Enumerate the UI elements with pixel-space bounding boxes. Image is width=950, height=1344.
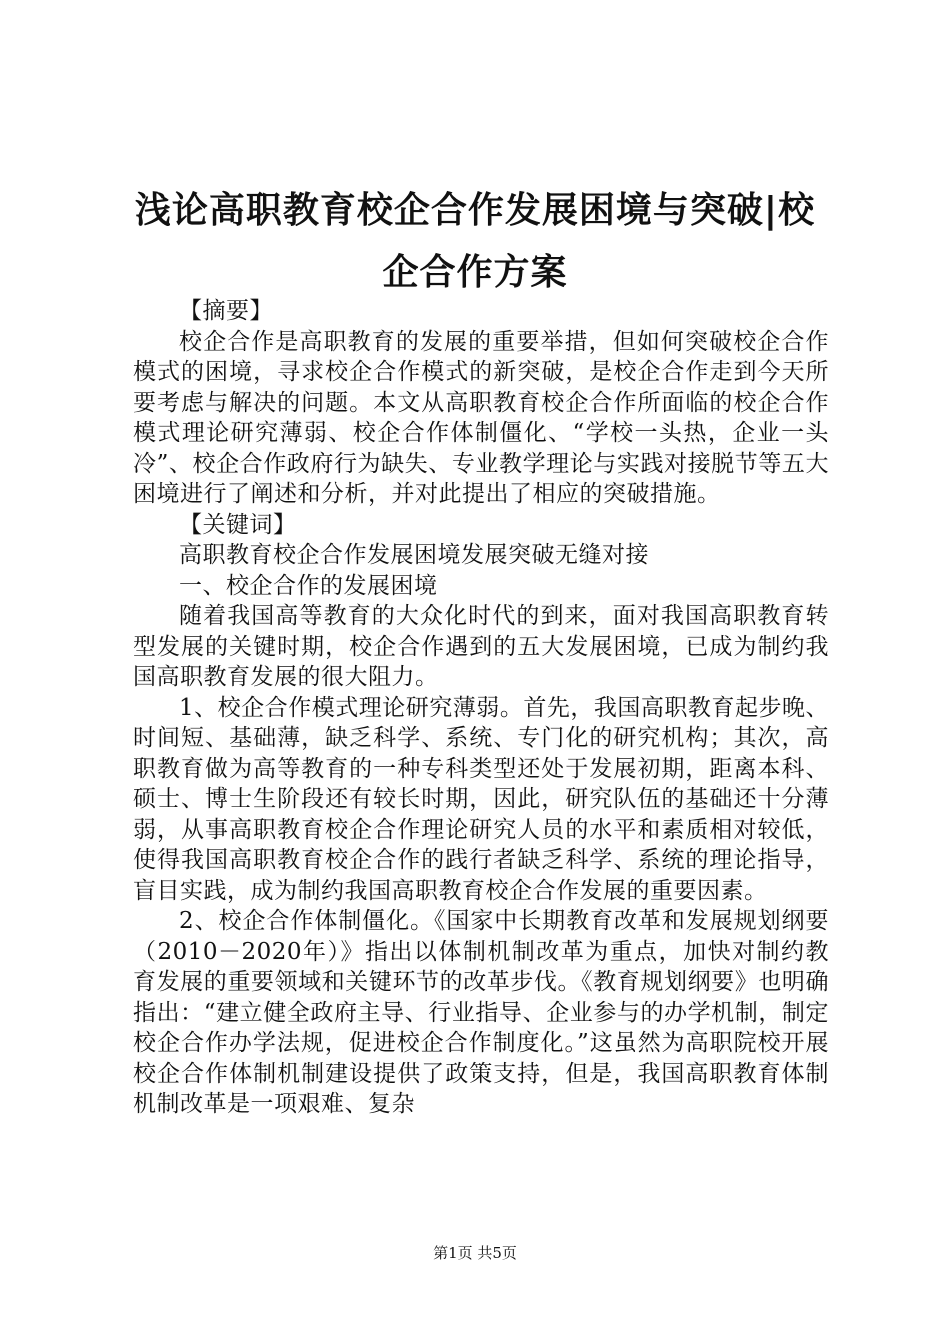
keywords-paragraph: 高职教育校企合作发展困境发展突破无缝对接	[179, 542, 649, 568]
abstract-paragraph: 校企合作是高职教育的发展的重要举措，但如何突破校企合作模式的困境，寻求校企合作模式的新突破，是校企合作走到今天所要考虑与解决的问题。本文从高职教育校企合作所面临的校企合作模式理论研究薄弱、校企合作体制僵化、“学校一头热，企业一头冷”、校企合作政府行为缺失、专业教学理论与实践对接脱节等五大困境进行了阐述和分析，并对此提出了相应的突破措施。	[133, 328, 829, 507]
body-paragraph: 2、校企合作体制僵化。《国家中长期教育改革和发展规划纲要（2010－2020年）》指出以体制机制改革为重点，加快对制约教育发展的重要领域和关键环节的改革步伐。《教育规划纲要》也明确指出：“建立健全政府主导、行业指导、企业参与的办学机制，制定校企合作办学法规，促进校企合作制度化。”这虽然为高职院校开展校企合作体制机制建设提供了政策支持，但是，我国高职教育体制机制改革是一项艰难、复杂	[133, 908, 829, 1117]
body-paragraph: 1、校企合作模式理论研究薄弱。首先，我国高职教育起步晚、时间短、基础薄，缺乏科学、系统、专门化的研究机构；其次，高职教育做为高等教育的一种专科类型还处于发展初期，距离本科、硕士、博士生阶段还有较长时期，因此，研究队伍的基础还十分薄弱，从事高职教育校企合作理论研究人员的水平和素质相对较低，使得我国高职教育校企合作的践行者缺乏科学、系统的理论指导，盲目实践，成为制约我国高职教育校企合作发展的重要因素。	[133, 694, 829, 904]
document-body	[133, 296, 829, 1120]
body-paragraph: 随着我国高等教育的大众化时代的到来，面对我国高职教育转型发展的关键时期，校企合作遇到的五大发展困境，已成为制约我国高职教育发展的很大阻力。	[133, 603, 829, 690]
keywords-heading: 【关键词】	[179, 511, 297, 538]
section-heading: 一、校企合作的发展困境	[179, 572, 438, 599]
document-title: 浅论高职教育校企合作发展困境与突破|校企合作方案	[134, 190, 816, 293]
abstract-heading: 【摘要】	[179, 298, 273, 324]
page-number-footer: 第1页 共5页	[433, 1244, 517, 1262]
